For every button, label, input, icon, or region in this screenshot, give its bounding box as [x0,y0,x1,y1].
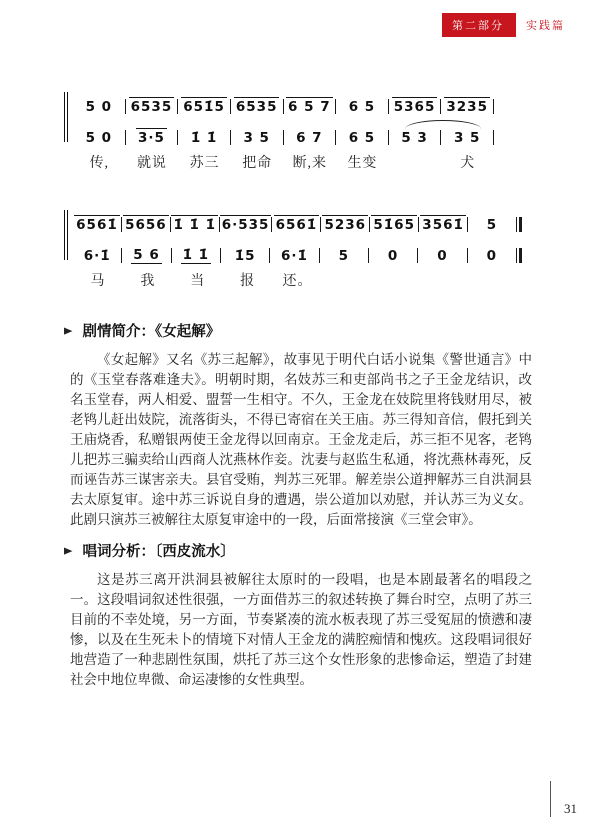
music-measure [441,130,493,146]
music-measure [321,215,369,233]
measure-notes: 5365 [393,99,436,115]
notation-row [73,84,494,115]
header-tabs [442,13,575,37]
lyric-syllable: 报 [240,274,256,289]
music-measure [221,248,269,264]
measure-notes: 0 [486,248,497,264]
measure-notes: 3·5 [137,130,165,146]
music-measure [231,97,283,115]
section-heading [64,540,532,561]
music-measure [73,248,121,264]
page-footer [550,781,577,817]
lyric-syllable: 生变 [347,156,378,171]
footer-rule [550,781,551,817]
final-barline-icon [519,248,522,263]
measure-notes: 5 [486,217,498,233]
music-measure [220,215,272,233]
music-measure [370,215,418,233]
measure-notes: 6535 [130,99,173,115]
section-tab: 实践篇 [514,13,575,37]
barline-icon [493,99,494,114]
music-system [64,202,522,290]
music-measure [336,99,388,115]
music-measure [389,97,441,115]
staff-left-lines [64,84,494,146]
lyrics-row [64,152,494,172]
measure-notes: 6561̇ [76,217,118,233]
measure-notes: 6·1̇ [281,248,308,264]
music-measure [122,247,170,264]
music-measure [126,97,178,115]
measure-notes: 5 0 [85,130,113,146]
text-section [64,540,532,690]
measure-notes: 3235 [446,99,488,115]
lyric-syllable: 苏三 [189,156,220,171]
measure-notes: 5 6 [133,246,160,263]
section-heading-text: 剧情简介：《女起解》 [82,324,221,340]
measure-notes: 0 [437,248,448,264]
music-measure [73,215,121,233]
lyric-syllable [389,152,442,172]
lyric-syllable [372,270,422,290]
barline-icon [493,130,494,145]
music-measure [369,248,417,264]
measure-notes: 5 [338,248,349,264]
text-section [64,320,532,530]
sections [64,320,532,700]
lyric-syllable: 就说 [136,156,167,171]
barline-icon [516,217,517,232]
final-barline-icon [519,217,522,232]
music-measure [419,215,467,233]
music-measure [122,215,170,233]
body-paragraph: 这是苏三离开洪洞县被解往太原时的一段唱，也是本剧最著名的唱段之一。这段唱词叙述性很强，一方面借苏三的叙述转换了舞台时空，点明了苏三目前的不幸处境，另一方面，节奏紧凑的流水板表现了苏三受冤屈的愤懑和凄惨，以及在生死未卜的情境下对情人王金龙的满腔痴情和愧疚。这段唱词很好地营造了一种悲剧性氛围，烘托了苏三这个女性形象的悲惨命运，塑造了封建社会中地位卑微、命运凄惨的女性典型。 [70,572,532,687]
music-measure [272,215,320,233]
tie-arc-icon [405,120,481,129]
music-measure [468,217,516,233]
music-measure [468,248,516,264]
measure-notes: 51̇65 [373,217,415,233]
music-measure [73,99,125,115]
music-measure [270,248,318,264]
lyric-syllable [322,270,372,290]
lyric-syllable: 马 [90,274,106,289]
music-notation [64,84,522,320]
measure-notes: 3 5 [243,130,270,146]
music-measure [73,130,125,146]
measure-notes: 6 7 [296,130,323,146]
lyric-syllable [472,270,522,290]
music-measure [336,130,388,146]
notation-row [73,233,522,264]
lyric-syllable: 我 [140,274,156,289]
measure-notes: 1̇ 1̇ [182,246,210,263]
lyric-syllable: 把命 [242,156,273,171]
lyrics-row [64,270,522,290]
notation-row [73,115,494,146]
measure-notes: 6·1̇ [83,248,111,264]
measure-notes: 651̇5 [183,99,225,115]
measure-notes: 5 3 [401,130,428,146]
music-measure [320,248,368,264]
measure-notes: 6 5 [348,130,376,146]
barline-icon [516,248,517,263]
notation-row [73,202,522,233]
measure-notes: 6561̇ [275,217,318,233]
section-heading-text: 唱词分析：〔西皮流水〕 [82,544,235,560]
music-measure [441,97,493,115]
music-measure [171,215,219,233]
triangle-bullet-icon: ▶ [64,544,73,557]
music-measure [126,128,178,146]
lyric-syllable: 还。 [282,274,313,289]
lyric-syllable: 传, [89,156,110,171]
lyric-syllable [422,270,472,290]
music-measure [284,97,336,115]
lyric-syllable: 犬 [460,156,476,171]
page-number: 31 [564,801,577,816]
section-heading [64,320,532,341]
part-tab: 第二部分 [442,13,514,37]
measure-notes: 6 5 7 [288,99,331,115]
measure-notes: 5236 [324,217,367,233]
measure-notes: 5 0 [85,99,113,115]
triangle-bullet-icon: ▶ [64,324,73,337]
music-measure [284,130,336,146]
music-measure [389,130,441,146]
measure-notes: 0 [387,248,399,264]
measure-notes: 1̇5 [234,248,256,264]
measure-notes: 3561̇ [422,217,464,233]
measure-notes: 6·535 [221,217,270,233]
lyric-syllable: 当 [190,274,206,289]
music-measure [178,97,230,115]
music-system [64,84,494,172]
measure-notes: 6535 [235,99,278,115]
measure-notes: 5656 [125,217,167,233]
measure-notes: 3 5 [453,130,481,146]
measure-notes: 6 5 [348,99,376,115]
body-paragraph: 《女起解》又名《苏三起解》，故事见于明代白话小说集《警世通言》中的《玉堂春落难逢夫》。明朝时期，名妓苏三和吏部尚书之子王金龙结识，改名玉堂春，两人相爱、盟誓一生相守。不久，王金龙在妓院里将钱财用尽，被老鸨儿赶出妓院，流落街头，不得已寄宿在关王庙。苏三得知音信，假托到关王庙烧香，私赠银两使王金龙得以回南京。王金龙走后，苏三拒不见客，老鸨儿把苏三骗卖给山西商人沈燕林作妾。沈妻与赵监生私通，将沈燕林毒死，反而诬告苏三谋害亲夫。县官受贿，判苏三死罪。解差崇公道押解苏三自洪洞县去太原复审。途中苏三诉说自身的遭遇，崇公道加以劝慰，并认苏三为义女。此剧只演苏三被解往太原复审途中的一段，后面常接演《三堂会审》。 [70,352,532,527]
measure-notes: 1̇ 1̇ 1̇ [173,217,217,233]
music-measure [172,247,220,264]
music-measure [231,130,283,146]
staff-left-lines [64,202,522,264]
music-measure [178,130,230,146]
lyric-syllable: 断,来 [292,156,328,171]
music-measure [418,248,466,264]
measure-notes: 1̇ 1̇ [190,130,218,146]
